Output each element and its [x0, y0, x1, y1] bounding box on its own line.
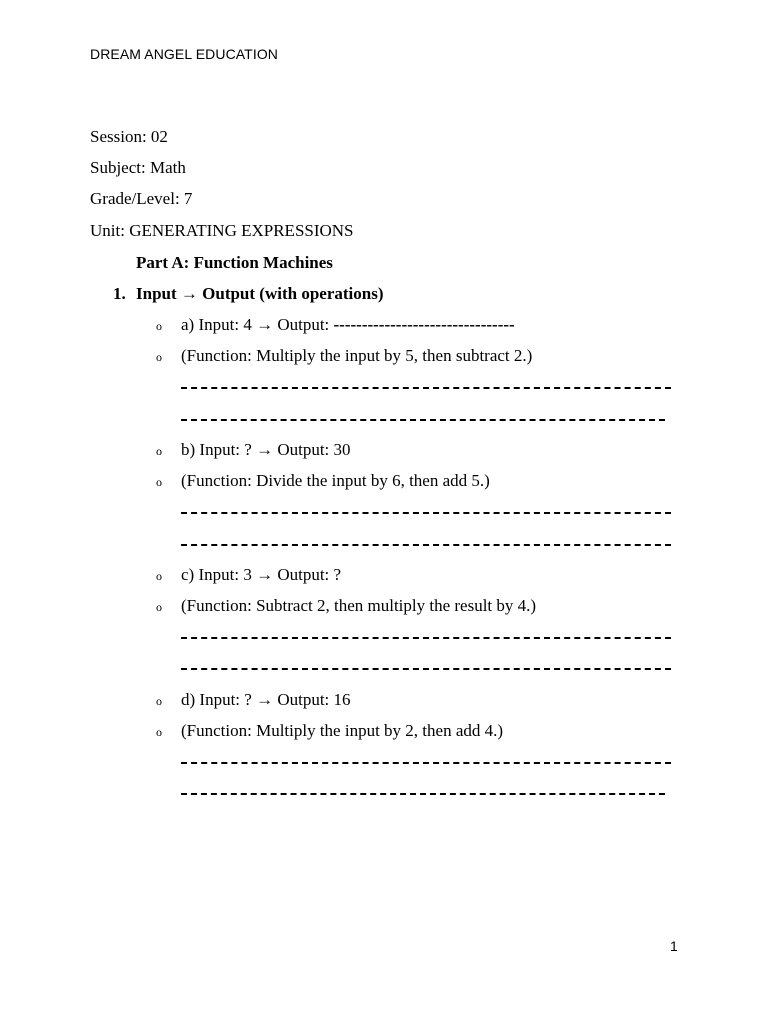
- bullet-icon: o: [156, 319, 162, 333]
- item-d-answer-line-1: [181, 762, 671, 764]
- item-b-prompt: b) Input: ? → Output: 30: [181, 440, 351, 459]
- page-number: 1: [670, 938, 678, 954]
- unit-label: Unit: GENERATING EXPRESSIONS: [90, 221, 354, 240]
- item-a-prompt-text: a) Input: 4 → Output:: [181, 315, 330, 334]
- item-c-answer-line-1: [181, 637, 671, 639]
- header-org-name: DREAM ANGEL EDUCATION: [90, 46, 279, 62]
- bullet-icon: o: [156, 350, 162, 364]
- item-c-function: (Function: Subtract 2, then multiply the result by 4.): [181, 596, 537, 615]
- bullet-icon: o: [156, 725, 162, 739]
- item-d-answer-line-2: [181, 793, 665, 795]
- part-a-title: Part A: Function Machines: [136, 253, 333, 272]
- item-c-answer-line-2: [181, 668, 671, 670]
- bullet-icon: o: [156, 600, 162, 614]
- question-title: Input → Output (with operations): [136, 284, 384, 303]
- item-b-function: (Function: Divide the input by 6, then add 5.): [181, 471, 490, 490]
- subject-label: Subject: Math: [90, 158, 186, 177]
- item-a-answer-line-2: [181, 419, 665, 421]
- item-c-prompt: c) Input: 3 → Output: ?: [181, 565, 342, 584]
- item-b-answer-line-2: [181, 544, 671, 546]
- question-number: 1.: [113, 284, 126, 303]
- item-a-prompt: [181, 315, 515, 335]
- item-a-function: (Function: Multiply the input by 5, then subtract 2.): [181, 346, 533, 365]
- grade-label: Grade/Level: 7: [90, 189, 193, 208]
- bullet-icon: o: [156, 444, 162, 458]
- item-b-answer-line-1: [181, 512, 671, 514]
- bullet-icon: o: [156, 569, 162, 583]
- bullet-icon: o: [156, 694, 162, 708]
- bullet-icon: o: [156, 475, 162, 489]
- session-label: Session: 02: [90, 127, 168, 146]
- item-d-prompt: d) Input: ? → Output: 16: [181, 690, 351, 709]
- item-a-answer-line-1: [181, 387, 671, 389]
- item-d-function: (Function: Multiply the input by 2, then add 4.): [181, 721, 504, 740]
- item-a-output-blank: --------------------------------: [333, 315, 515, 334]
